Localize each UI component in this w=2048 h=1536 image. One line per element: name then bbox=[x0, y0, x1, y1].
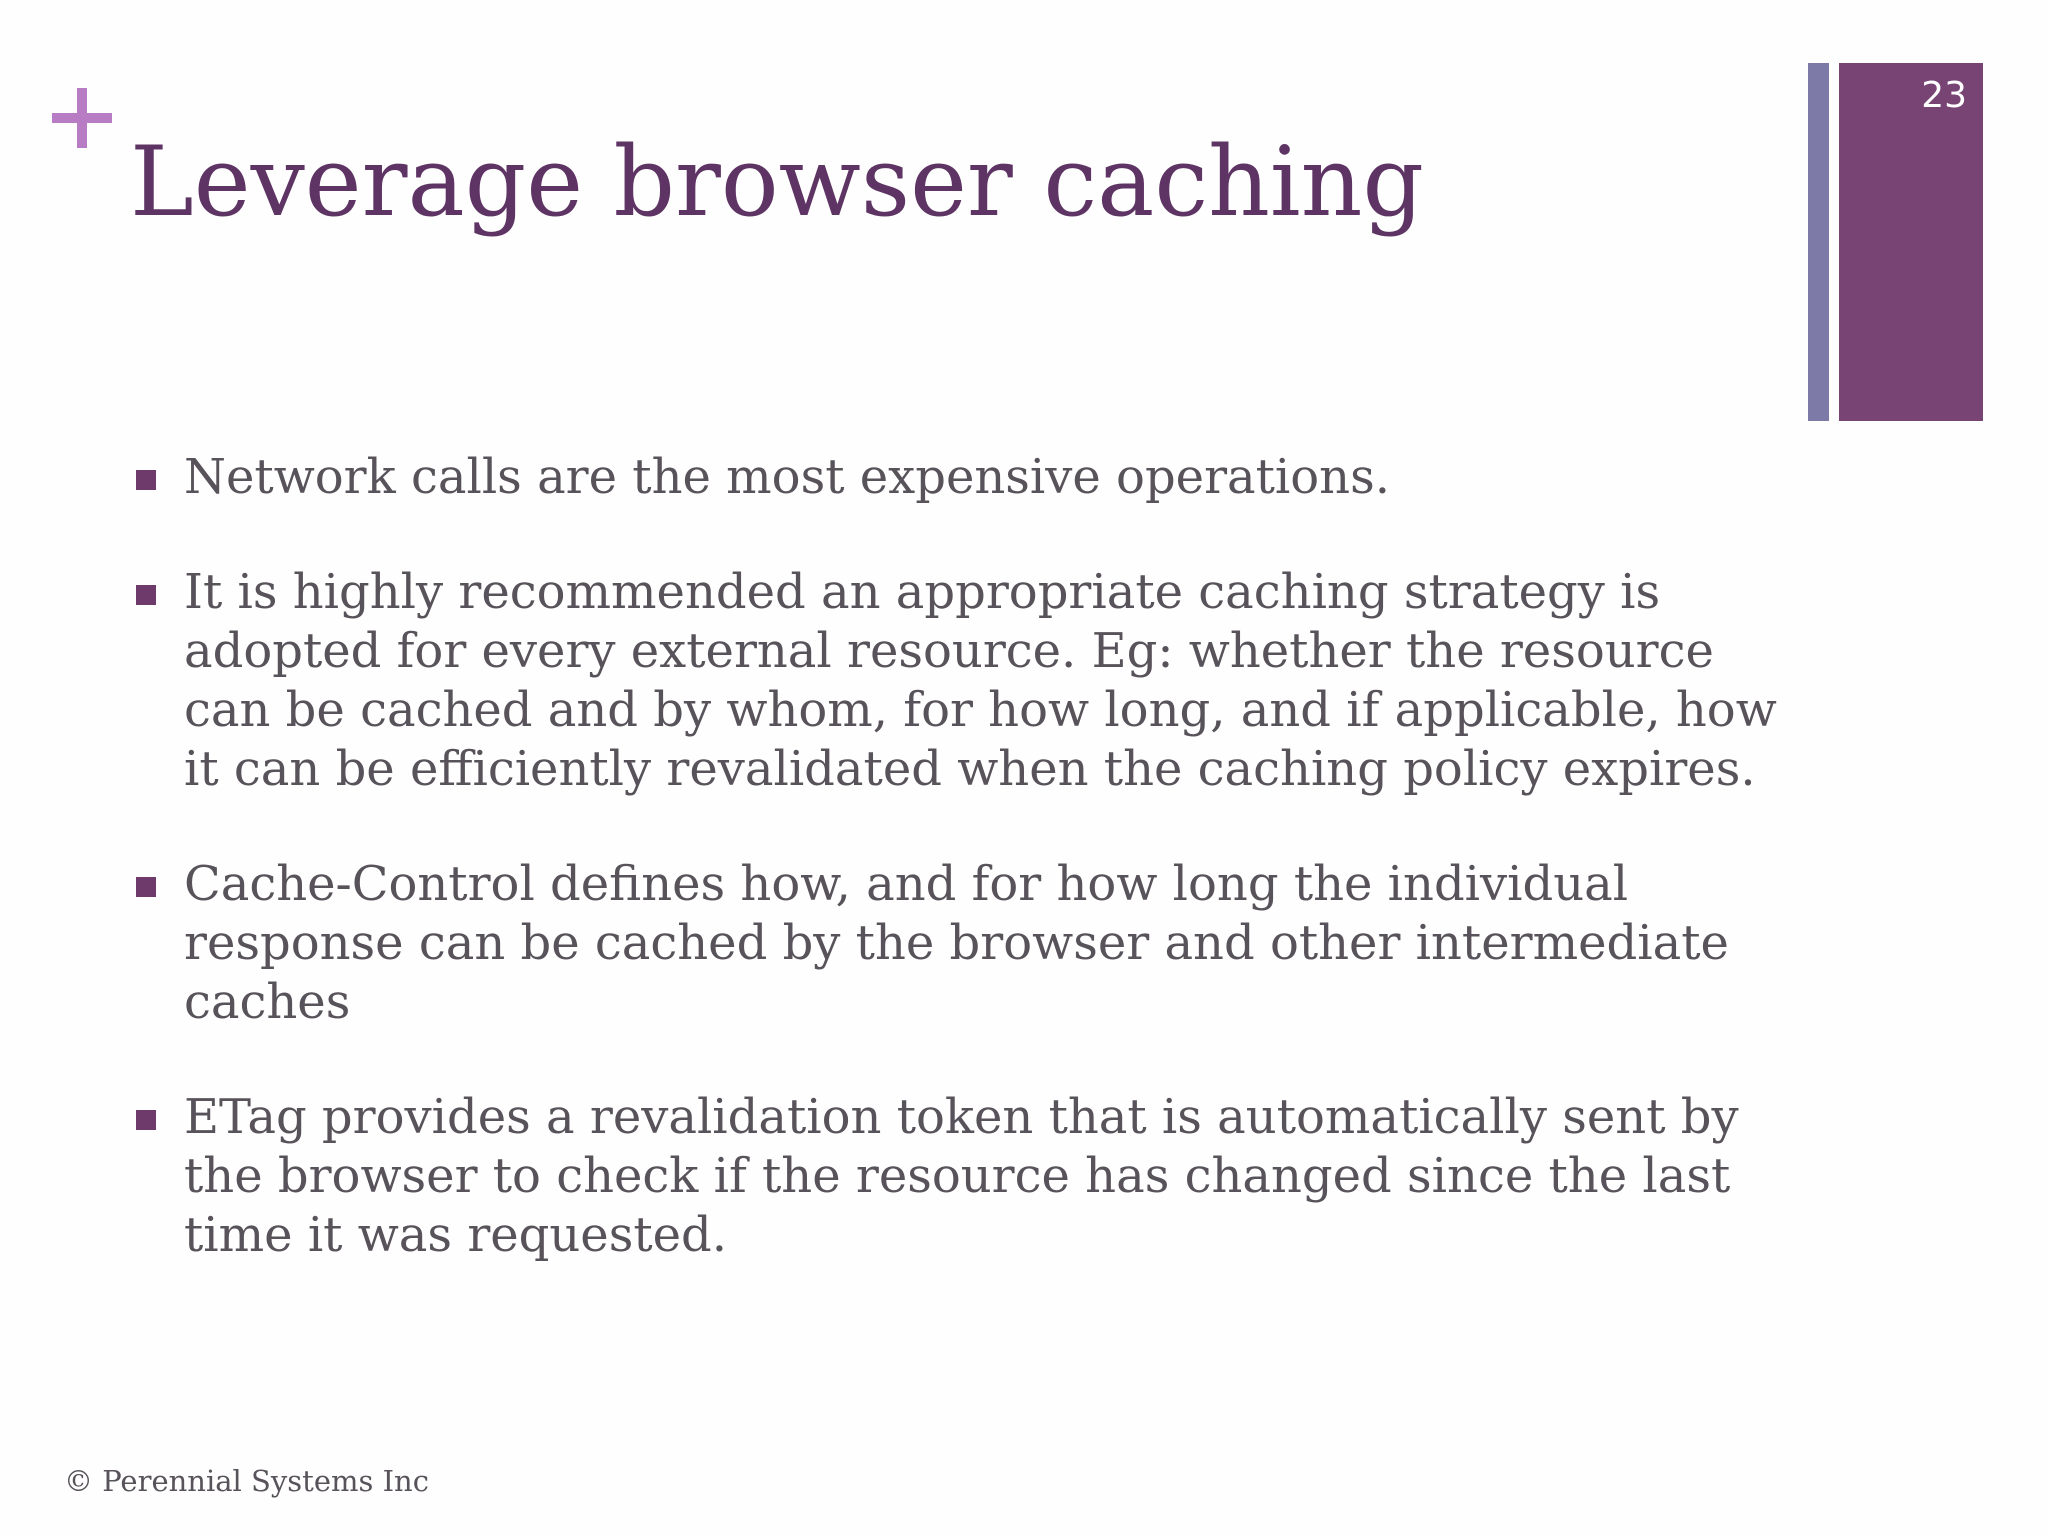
plus-icon bbox=[52, 88, 112, 148]
accent-bar-thin bbox=[1808, 63, 1829, 421]
square-bullet-icon bbox=[136, 1110, 156, 1130]
copyright-footer: © Perennial Systems Inc bbox=[64, 1464, 429, 1498]
bullet-text: ETag provides a revalidation token that is automatically sent by the browser to check if the resource has changed since the last time it was requested. bbox=[184, 1089, 1739, 1263]
slide-number: 23 bbox=[1921, 75, 1967, 116]
bullet-item bbox=[130, 448, 1790, 507]
bullet-item bbox=[130, 855, 1790, 1032]
bullet-item bbox=[130, 1088, 1790, 1265]
bullet-list bbox=[130, 448, 1790, 1321]
bullet-item bbox=[130, 563, 1790, 799]
slide-title: Leverage browser caching bbox=[130, 126, 1424, 238]
bullet-text: It is highly recommended an appropriate caching strategy is adopted for every external resource. Eg: whether the resource can be cached and by whom, for how long, and if applicable, how it can be efficiently revalidated when the caching policy expires. bbox=[184, 564, 1777, 797]
square-bullet-icon bbox=[136, 470, 156, 490]
square-bullet-icon bbox=[136, 585, 156, 605]
bullet-text: Network calls are the most expensive operations. bbox=[184, 449, 1390, 505]
square-bullet-icon bbox=[136, 877, 156, 897]
bullet-text: Cache-Control defines how, and for how long the individual response can be cached by the browser and other intermediate caches bbox=[184, 856, 1729, 1030]
accent-bar-thick bbox=[1839, 63, 1983, 421]
